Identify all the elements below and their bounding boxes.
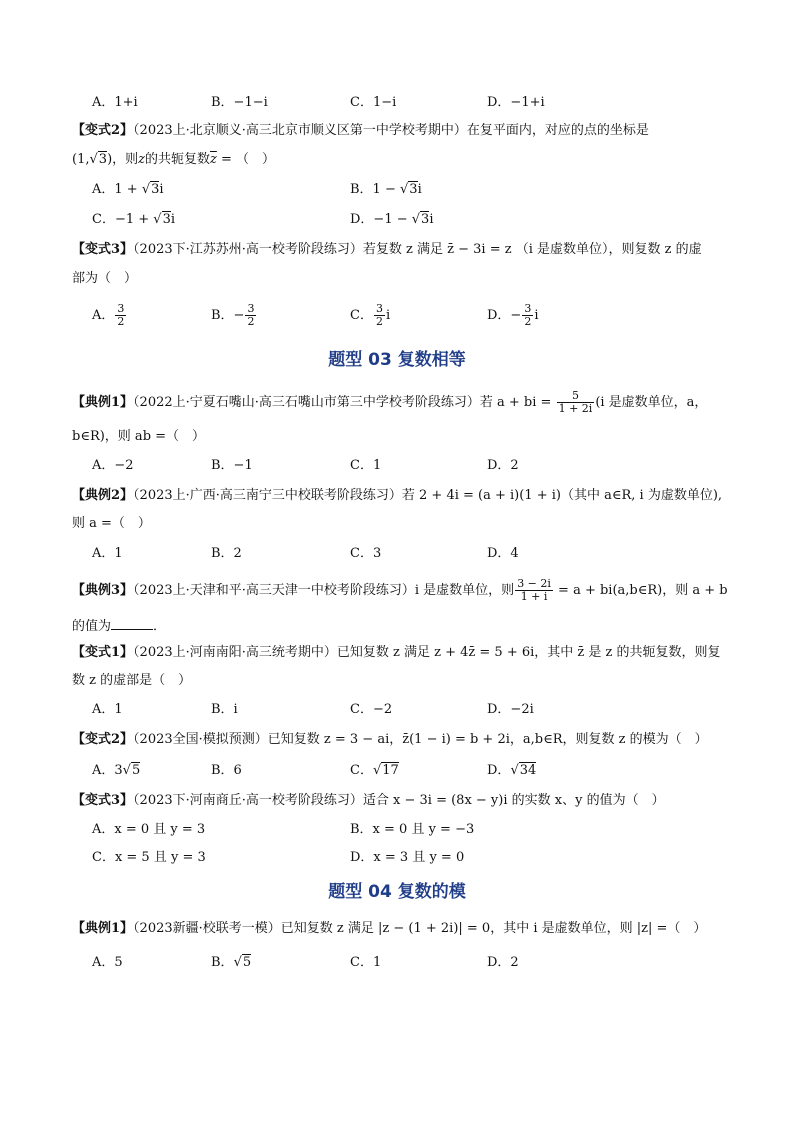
option-a: A．1: [92, 546, 123, 561]
question-v2: [72, 122, 649, 140]
var-z: z: [138, 152, 145, 167]
question-tag: 【变式1】: [72, 645, 134, 660]
question-d2-line2: 则 a =（ ）: [72, 516, 151, 531]
option-a: A．5: [92, 955, 123, 970]
option-c: C．3: [350, 546, 382, 561]
option-b: B．x = 0 且 y = −3: [350, 822, 475, 837]
option-b: B．1 − √3i: [350, 182, 422, 197]
option-a: A．1 + √3i: [92, 182, 164, 197]
question-v3-line2: 部为（ ）: [72, 271, 138, 286]
question-d1-line2: b∈R)，则 ab =（ ）: [72, 429, 206, 444]
var-zbar: $\overline{z}$: [210, 152, 217, 167]
question-text: （2023上·北京顺义·高三北京市顺义区第一中学校考期中）在复平面内，对应的点的坐标是: [133, 123, 649, 138]
option-c: C．1: [350, 955, 382, 970]
question-tag: 【典例2】: [72, 488, 134, 503]
sqrt-value: 3: [98, 152, 108, 167]
question-v1b: [72, 644, 721, 662]
option-b: B．√5: [211, 955, 252, 970]
question-text: （2023下·江苏苏州·高一校考阶段练习）若复数 z 满足 z̄ − 3i = z （i 是虚数单位），则复数 z 的虚: [133, 242, 702, 257]
question-v3: [72, 241, 702, 259]
question-v2-line2: (1,√3)，则z的共轭复数$\overline{z}$ = （ ）: [72, 152, 276, 167]
option-a: A．−2: [92, 458, 134, 473]
option-c: C．x = 5 且 y = 3: [92, 850, 206, 865]
option-c: C．−2: [350, 702, 393, 717]
option-d: D．− $\frac{3}{2}$ i: [487, 302, 539, 328]
answer-blank[interactable]: [111, 617, 153, 630]
question-tag: 【典例1】: [72, 395, 134, 410]
section-heading: 题型 04 复数的模: [328, 882, 466, 902]
option-d: D．4: [487, 546, 519, 561]
option-a: A．1+i: [92, 95, 138, 110]
question-text: （2023上·广西·高三南宁三中校联考阶段练习）若 2 + 4i = (a + i)(1 + i)（其中 a∈R, i 为虚数单位),: [133, 488, 723, 503]
option-b: B．6: [211, 763, 242, 778]
question-text: （2023上·天津和平·高三天津一中校考阶段练习）i 是虚数单位，则: [133, 583, 515, 598]
option-c: C．√17: [350, 763, 399, 778]
section-heading: 题型 03 复数相等: [328, 350, 466, 370]
option-d: D．x = 3 且 y = 0: [350, 850, 465, 865]
question-text: （2023上·河南南阳·高三统考期中）已知复数 z 满足 z + 4z̄ = 5 + 6i，其中 z̄ 是 z 的共轭复数，则复: [133, 645, 721, 660]
question-d2: [72, 487, 722, 505]
question-tag: 【变式3】: [72, 793, 134, 808]
option-b: B．− $\frac{3}{2}$: [211, 302, 255, 328]
question-v2b: [72, 731, 708, 749]
option-c: C．−1 + √3i: [92, 212, 176, 227]
question-v1b-line2: 数 z 的虚部是（ ）: [72, 673, 192, 688]
option-d: D．2: [487, 458, 519, 473]
option-b: B．−1−i: [211, 95, 268, 110]
question-tag: 【变式2】: [72, 123, 134, 138]
option-c: C． $\frac{3}{2}$ i: [350, 302, 391, 328]
text: 的值为: [72, 619, 112, 634]
question-text: （2023全国·模拟预测）已知复数 z = 3 − ai，z̄(1 − i) = b + 2i，a,b∈R，则复数 z 的模为（ ）: [133, 732, 708, 747]
question-d1: 【典例1】（2022上·宁夏石嘴山·高三石嘴山市第三中学校考阶段练习）若 a + bi = $\frac{5}{1 + 2i}$ (i 是虚数单位，a，: [72, 389, 708, 415]
option-d: D．−1+i: [487, 95, 545, 110]
text: ．: [153, 619, 167, 634]
question-text: （2022上·宁夏石嘴山·高三石嘴山市第三中学校考阶段练习）若 a + bi =: [133, 395, 556, 410]
option-a: A．1: [92, 702, 123, 717]
option-d: D．2: [487, 955, 519, 970]
option-b: B．−1: [211, 458, 253, 473]
option-c: C．1−i: [350, 95, 397, 110]
text: 的共轭复数: [145, 152, 211, 167]
question-d3-line2: [72, 617, 166, 635]
text: (1,: [72, 152, 90, 167]
question-d1c: [72, 920, 706, 938]
question-text: （2023新疆·校联考一模）已知复数 z 满足 |z − (1 + 2i)| = 0，其中 i 是虚数单位，则 |z| =（ ）: [133, 921, 707, 936]
option-c: C．1: [350, 458, 382, 473]
question-text: （2023下·河南商丘·高一校考阶段练习）适合 x − 3i = (8x − y)i 的实数 x、y 的值为（ ）: [133, 793, 665, 808]
option-b: B．i: [211, 702, 238, 717]
question-tag: 【变式3】: [72, 242, 134, 257]
option-b: B．2: [211, 546, 242, 561]
question-tag: 【典例3】: [72, 583, 134, 598]
question-d3: 【典例3】（2023上·天津和平·高三天津一中校考阶段练习）i 是虚数单位，则 $\frac{3 - 2i}{1 + i}$ = a + bi(a,b∈R)，则 a + b: [72, 577, 728, 603]
question-text: = a + bi(a,b∈R)，则 a + b: [553, 583, 728, 598]
question-v3b: [72, 792, 665, 810]
question-tag: 【变式2】: [72, 732, 134, 747]
option-d: D．√34: [487, 763, 537, 778]
question-text: (i 是虚数单位，a，: [595, 395, 708, 410]
text: = （ ）: [216, 152, 276, 167]
option-a: A．x = 0 且 y = 3: [92, 822, 206, 837]
option-d: D．−1 − √3i: [350, 212, 434, 227]
question-tag: 【典例1】: [72, 921, 134, 936]
text: )，则: [107, 152, 139, 167]
option-d: D．−2i: [487, 702, 534, 717]
option-a: A．3√5: [92, 763, 141, 778]
option-a: A． $\frac{3}{2}$: [92, 302, 125, 328]
